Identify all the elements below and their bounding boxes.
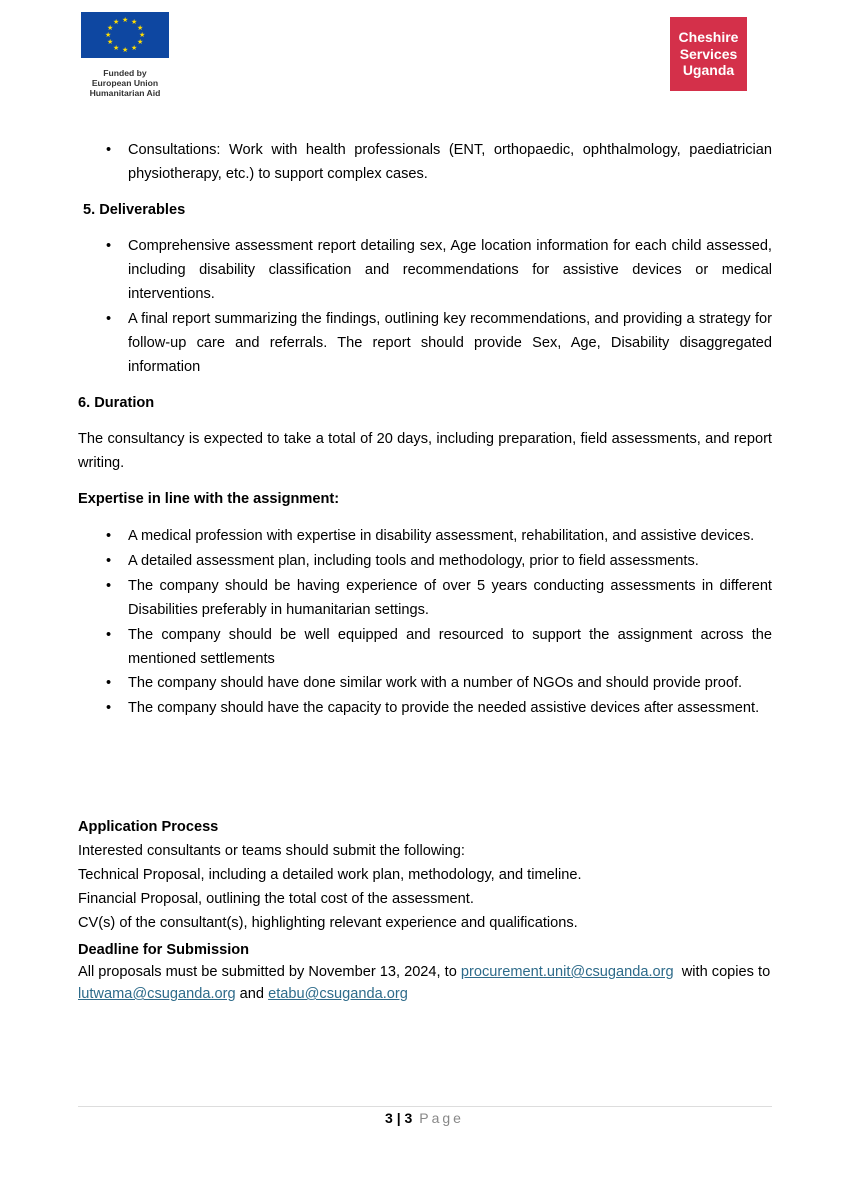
list-item: • A detailed assessment plan, including tools and methodology, prior to field assessments. — [78, 549, 772, 573]
list-item: • The company should have done similar work with a number of NGOs and should provide proof. — [78, 671, 772, 695]
separator: | — [392, 1110, 405, 1126]
list-item: • A final report summarizing the findings, outlining key recommendations, and providing a strategy for follow-up care and referrals. The report should provide Sex, Age, Disability disaggregated information — [78, 307, 772, 379]
eu-caption-line: Funded by — [103, 68, 147, 78]
eu-caption-line: European Union — [91, 78, 159, 88]
etabu-email-link[interactable]: etabu@csuganda.org — [268, 986, 408, 1002]
list-item: • The company should have the capacity to provide the needed assistive devices after assessment. — [78, 696, 772, 720]
eu-humanitarian-aid-logo — [80, 12, 170, 98]
section-heading: Deadline for Submission — [78, 942, 250, 958]
paragraph-line: CV(s) of the consultant(s), highlighting relevant experience and qualifications. — [78, 915, 578, 931]
page-total: 3 — [404, 1110, 413, 1126]
page-footer — [0, 1110, 849, 1126]
section-heading: 5. Deliverables — [83, 202, 186, 218]
footer-divider — [78, 1106, 772, 1107]
paragraph-line: Technical Proposal, including a detailed work plan, methodology, and timeline. — [78, 867, 582, 883]
duration-section — [78, 391, 772, 475]
list-item: • A medical profession with expertise in disability assessment, rehabilitation, and assistive devices. — [78, 524, 772, 548]
paragraph — [78, 961, 775, 1005]
paragraph: The consultancy is expected to take a total of 20 days, including preparation, field assessments, and report writing. — [78, 431, 772, 471]
logo-line: Services — [679, 45, 738, 62]
section-heading: 6. Duration — [78, 395, 155, 411]
text: All proposals must be submitted by November 13, 2024, to — [78, 964, 461, 980]
deadline-section — [78, 939, 775, 1005]
intro-bullets — [78, 138, 772, 186]
logo-line: Cheshire — [678, 29, 739, 46]
application-section — [78, 815, 772, 935]
eu-caption-line: Humanitarian Aid — [89, 88, 161, 98]
list-item: • The company should be well equipped and resourced to support the assignment across the mentioned settlements — [78, 623, 772, 671]
section-heading: Application Process — [78, 819, 219, 835]
page-label: Page — [412, 1110, 464, 1126]
paragraph-line: Financial Proposal, outlining the total cost of the assessment. — [78, 891, 474, 907]
paragraph-line: Interested consultants or teams should submit the following: — [78, 843, 465, 859]
cheshire-services-uganda-logo — [670, 17, 747, 91]
page-number: 3 — [385, 1110, 393, 1126]
text: and — [235, 986, 269, 1002]
expertise-section — [78, 487, 772, 720]
deliverables-section — [78, 198, 772, 379]
eu-flag-icon: ★ ★ ★ ★ ★ ★ ★ ★ ★ ★ ★ ★ — [81, 12, 169, 58]
text: with copies to — [673, 964, 775, 980]
section-heading: Expertise in line with the assignment: — [78, 491, 340, 507]
list-item: • The company should be having experience of over 5 years conducting assessments in different Disabilities preferably in humanitarian settings. — [78, 574, 772, 622]
logo-line: Uganda — [682, 62, 735, 79]
lutwama-email-link[interactable]: lutwama@csuganda.org — [78, 986, 236, 1002]
procurement-email-link[interactable]: procurement.unit@csuganda.org — [460, 964, 674, 980]
list-item: • Comprehensive assessment report detailing sex, Age location information for each child assessed, including disability classification and recommendations for assistive devices or medical interventions. — [78, 234, 772, 306]
list-item: • Consultations: Work with health professionals (ENT, orthopaedic, ophthalmology, paediatrician physiotherapy, etc.) to support complex cases. — [78, 138, 772, 186]
